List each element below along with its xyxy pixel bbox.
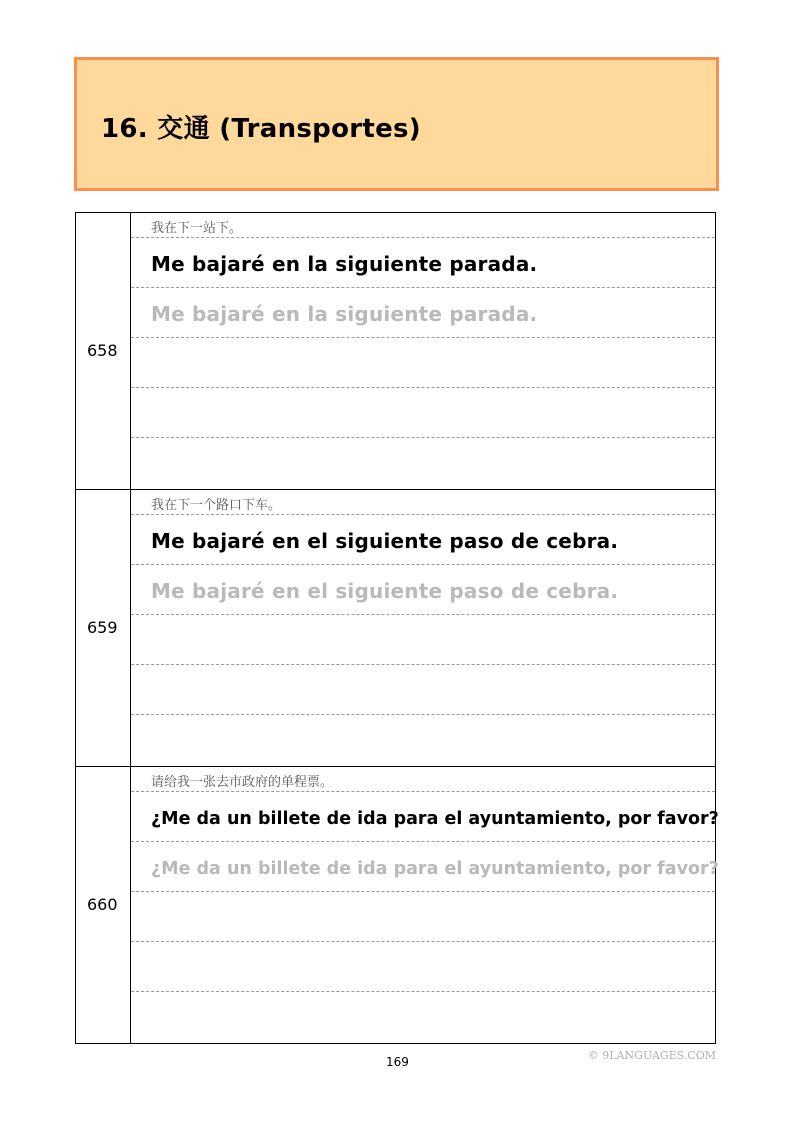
copyright-notice: © 9LANGUAGES.COM (587, 1049, 716, 1062)
dashed-line (131, 614, 715, 615)
spanish-sentence: Me bajaré en el siguiente paso de cebra. (151, 529, 619, 553)
writing-lines (131, 767, 719, 1043)
chinese-sentence: 请给我一张去市政府的单程票。 (151, 775, 334, 790)
spanish-trace-sentence: Me bajaré en el siguiente paso de cebra. (151, 579, 619, 603)
number-cell (75, 490, 131, 766)
dashed-line (131, 564, 715, 565)
dashed-line (131, 841, 715, 842)
dashed-line (131, 941, 715, 942)
entry-number: 659 (87, 618, 118, 637)
chinese-sentence: 我在下一站下。 (151, 221, 243, 236)
chapter-header (74, 57, 719, 191)
chinese-sentence: 我在下一个路口下车。 (151, 498, 282, 513)
entry-number: 658 (87, 341, 118, 360)
dashed-line (131, 791, 715, 792)
practice-table (75, 212, 719, 1044)
entry-660 (75, 767, 719, 1044)
dashed-line (131, 287, 715, 288)
dashed-line (131, 991, 715, 992)
dashed-line (131, 437, 715, 438)
spanish-sentence: Me bajaré en la siguiente parada. (151, 252, 538, 276)
entry-number: 660 (87, 895, 118, 914)
dashed-line (131, 337, 715, 338)
writing-lines (131, 213, 715, 489)
entry-659 (75, 490, 715, 767)
dashed-line (131, 387, 715, 388)
dashed-line (131, 664, 715, 665)
page-number: 169 (386, 1055, 409, 1069)
writing-lines (131, 490, 715, 766)
chapter-title: 16. 交通 (Transportes) (101, 114, 421, 144)
entry-658 (75, 213, 715, 490)
dashed-line (131, 714, 715, 715)
dashed-line (131, 237, 715, 238)
spanish-trace-sentence: Me bajaré en la siguiente parada. (151, 302, 538, 326)
dashed-line (131, 891, 715, 892)
dashed-line (131, 514, 715, 515)
number-cell (75, 767, 131, 1043)
number-cell (75, 213, 131, 489)
spanish-trace-sentence: ¿Me da un billete de ida para el ayuntamiento, por favor? (151, 859, 719, 879)
spanish-sentence: ¿Me da un billete de ida para el ayuntamiento, por favor? (151, 809, 719, 829)
